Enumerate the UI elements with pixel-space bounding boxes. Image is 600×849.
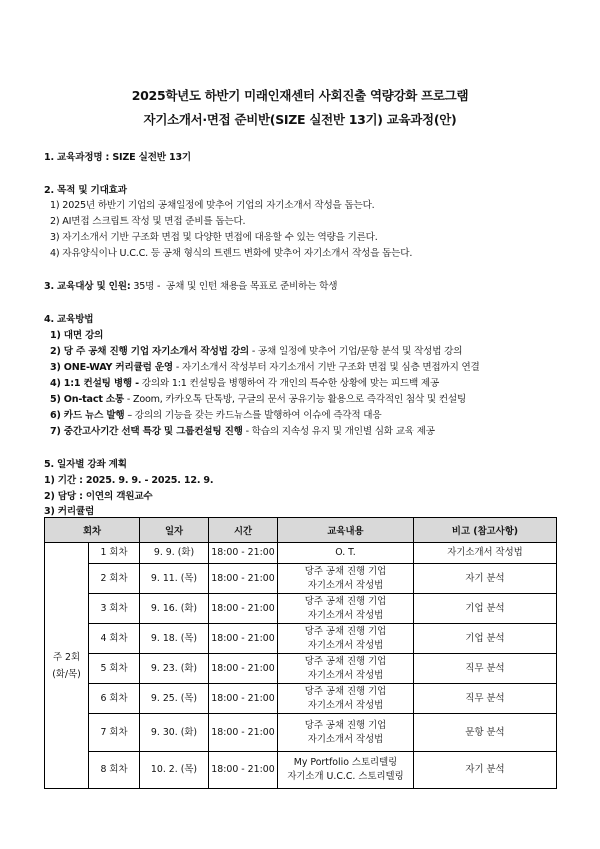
section-3-desc: 공채 및 인턴 채용을 목표로 준비하는 학생 xyxy=(166,281,338,292)
content-line: 당주 공채 진행 기업 xyxy=(304,655,387,667)
note-cell: 직무 분석 xyxy=(414,654,557,684)
session-cell: 8 회차 xyxy=(89,752,140,789)
table-row xyxy=(45,594,557,624)
content-line: 자기소개서 작성법 xyxy=(307,639,384,651)
content-line: 자기소개서 작성법 xyxy=(307,609,384,621)
header-session: 회차 xyxy=(45,518,140,543)
method-title: 1) 대면 강의 xyxy=(50,330,104,341)
frequency-line: 주 2회 xyxy=(52,651,81,663)
content-cell xyxy=(278,752,414,789)
content-line: 당주 공채 진행 기업 xyxy=(304,719,387,731)
table-header-row xyxy=(45,518,557,543)
document-title: 2025학년도 하반기 미래인재센터 사회진출 역량강화 프로그램 xyxy=(131,88,469,103)
session-cell: 4 회차 xyxy=(89,624,140,654)
method-desc: - 학습의 지속성 유지 및 개인별 심화 교육 제공 xyxy=(242,426,435,437)
content-line: 당주 공채 진행 기업 xyxy=(304,595,387,607)
table-row xyxy=(45,543,557,564)
content-line: 자기소개 U.C.C. 스토리텔링 xyxy=(287,771,404,782)
method-desc: 강의와 1:1 컨설팅을 병행하여 각 개인의 특수한 상황에 맞는 피드백 제공 xyxy=(138,378,440,389)
curriculum-table xyxy=(44,517,557,789)
content-cell xyxy=(278,564,414,594)
date-cell: 10. 2. (목) xyxy=(140,752,209,789)
note-cell: 기업 분석 xyxy=(414,594,557,624)
header-content: 교육내용 xyxy=(278,518,414,543)
method-item xyxy=(50,423,435,437)
content-cell xyxy=(278,684,414,714)
content-cell xyxy=(278,594,414,624)
content-line: 자기소개서 작성법 xyxy=(307,699,384,711)
content-line: 당주 공채 진행 기업 xyxy=(304,625,387,637)
note-cell: 문항 분석 xyxy=(414,714,557,752)
content-cell xyxy=(278,654,414,684)
table-row xyxy=(45,684,557,714)
purpose-item: 3) 자기소개서 기반 구조화 면접 및 다양한 면접에 대응할 수 있는 역량을 기른다. xyxy=(50,232,378,243)
frequency-days: (화/목) xyxy=(52,668,81,680)
session-cell: 6 회차 xyxy=(89,684,140,714)
section-3-line xyxy=(44,278,337,292)
date-cell: 9. 25. (목) xyxy=(140,684,209,714)
content-line: 당주 공채 진행 기업 xyxy=(304,565,387,577)
date-cell: 9. 9. (화) xyxy=(140,543,209,564)
content-line: 자기소개서 작성법 xyxy=(307,669,384,681)
method-item xyxy=(50,375,439,389)
content-cell xyxy=(278,714,414,752)
time-cell: 18:00 - 21:00 xyxy=(209,714,278,752)
period-line: 1) 기간 : 2025. 9. 9. - 2025. 12. 9. xyxy=(44,475,214,486)
date-cell: 9. 11. (목) xyxy=(140,564,209,594)
purpose-item: 2) AI면접 스크립트 작성 및 면접 준비를 돕는다. xyxy=(50,216,246,227)
content-line: 당주 공채 진행 기업 xyxy=(304,685,387,697)
date-cell: 9. 16. (화) xyxy=(140,594,209,624)
method-item xyxy=(50,391,466,405)
time-cell: 18:00 - 21:00 xyxy=(209,752,278,789)
section-3-count: 35명 - xyxy=(133,281,161,292)
method-title: 5) On-tact 소통 xyxy=(50,394,124,405)
section-1-heading: 1. 교육과정명 : SIZE 실전반 13기 xyxy=(44,152,192,163)
method-item xyxy=(50,359,480,373)
time-cell: 18:00 - 21:00 xyxy=(209,624,278,654)
session-cell: 3 회차 xyxy=(89,594,140,624)
method-item xyxy=(50,327,103,341)
date-cell: 9. 18. (목) xyxy=(140,624,209,654)
purpose-item: 4) 자유양식이나 U.C.C. 등 공채 형식의 트렌드 변화에 맞추어 자기소개서 작성을 돕는다. xyxy=(50,248,413,259)
header-date: 일자 xyxy=(140,518,209,543)
table-row xyxy=(45,624,557,654)
section-3-label: 3. 교육대상 및 인원: xyxy=(44,281,131,292)
header-time: 시간 xyxy=(209,518,278,543)
session-cell: 2 회차 xyxy=(89,564,140,594)
method-item xyxy=(50,343,462,357)
method-desc: – 강의의 기능을 갖는 카드뉴스를 발행하여 이슈에 즉각적 대응 xyxy=(124,410,382,421)
date-cell: 9. 30. (화) xyxy=(140,714,209,752)
content-line: 자기소개서 작성법 xyxy=(307,733,384,745)
method-desc: - 공채 일정에 맞추어 기업/문항 분석 및 작성법 강의 xyxy=(249,346,463,357)
section-4-heading: 4. 교육방법 xyxy=(44,314,94,325)
header-note: 비고 (참고사항) xyxy=(414,518,557,543)
content-line: 자기소개서 작성법 xyxy=(307,579,384,591)
curriculum-label: 3) 커리큘럼 xyxy=(44,506,95,517)
method-title: 7) 중간고사기간 선택 특강 및 그룹컨설팅 진행 xyxy=(50,426,243,437)
table-row xyxy=(45,654,557,684)
note-cell: 직무 분석 xyxy=(414,684,557,714)
time-cell: 18:00 - 21:00 xyxy=(209,543,278,564)
time-cell: 18:00 - 21:00 xyxy=(209,684,278,714)
content-line: O. T. xyxy=(335,547,356,558)
note-cell: 자기소개서 작성법 xyxy=(414,543,557,564)
note-cell: 자기 분석 xyxy=(414,752,557,789)
method-desc: - Zoom, 카카오톡 단톡방, 구글의 문서 공유기능 활용으로 즉각적인 첨삭 및 컨설팅 xyxy=(123,394,467,405)
session-cell: 1 회차 xyxy=(89,543,140,564)
manager-line: 2) 담당 : 이연의 객원교수 xyxy=(44,491,153,502)
section-5-heading: 5. 일자별 강좌 계획 xyxy=(44,459,127,470)
method-title: 2) 당 주 공채 진행 기업 자기소개서 작성법 강의 xyxy=(50,346,249,357)
table-row xyxy=(45,564,557,594)
table-row xyxy=(45,752,557,789)
content-cell xyxy=(278,624,414,654)
date-cell: 9. 23. (화) xyxy=(140,654,209,684)
frequency-cell xyxy=(45,543,89,789)
purpose-item: 1) 2025년 하반기 기업의 공채일정에 맞추어 기업의 자기소개서 작성을 돕는다. xyxy=(50,200,375,211)
time-cell: 18:00 - 21:00 xyxy=(209,594,278,624)
method-title: 6) 카드 뉴스 발행 xyxy=(50,410,125,421)
content-cell xyxy=(278,543,414,564)
time-cell: 18:00 - 21:00 xyxy=(209,654,278,684)
method-title: 3) ONE-WAY 커리큘럼 운영 xyxy=(50,362,173,373)
time-cell: 18:00 - 21:00 xyxy=(209,564,278,594)
method-title: 4) 1:1 컨설팅 병행 - xyxy=(50,378,139,389)
document-subtitle: 자기소개서·면접 준비반(SIZE 실전반 13기) 교육과정(안) xyxy=(143,112,457,127)
note-cell: 기업 분석 xyxy=(414,624,557,654)
method-desc: - 자기소개서 작성부터 자기소개서 기반 구조화 면접 및 심층 면접까지 연결 xyxy=(172,362,480,373)
table-row xyxy=(45,714,557,752)
content-line: My Portfolio 스토리텔링 xyxy=(293,757,398,768)
method-item xyxy=(50,407,381,421)
note-cell: 자기 분석 xyxy=(414,564,557,594)
session-cell: 7 회차 xyxy=(89,714,140,752)
session-cell: 5 회차 xyxy=(89,654,140,684)
section-2-heading: 2. 목적 및 기대효과 xyxy=(44,185,127,196)
